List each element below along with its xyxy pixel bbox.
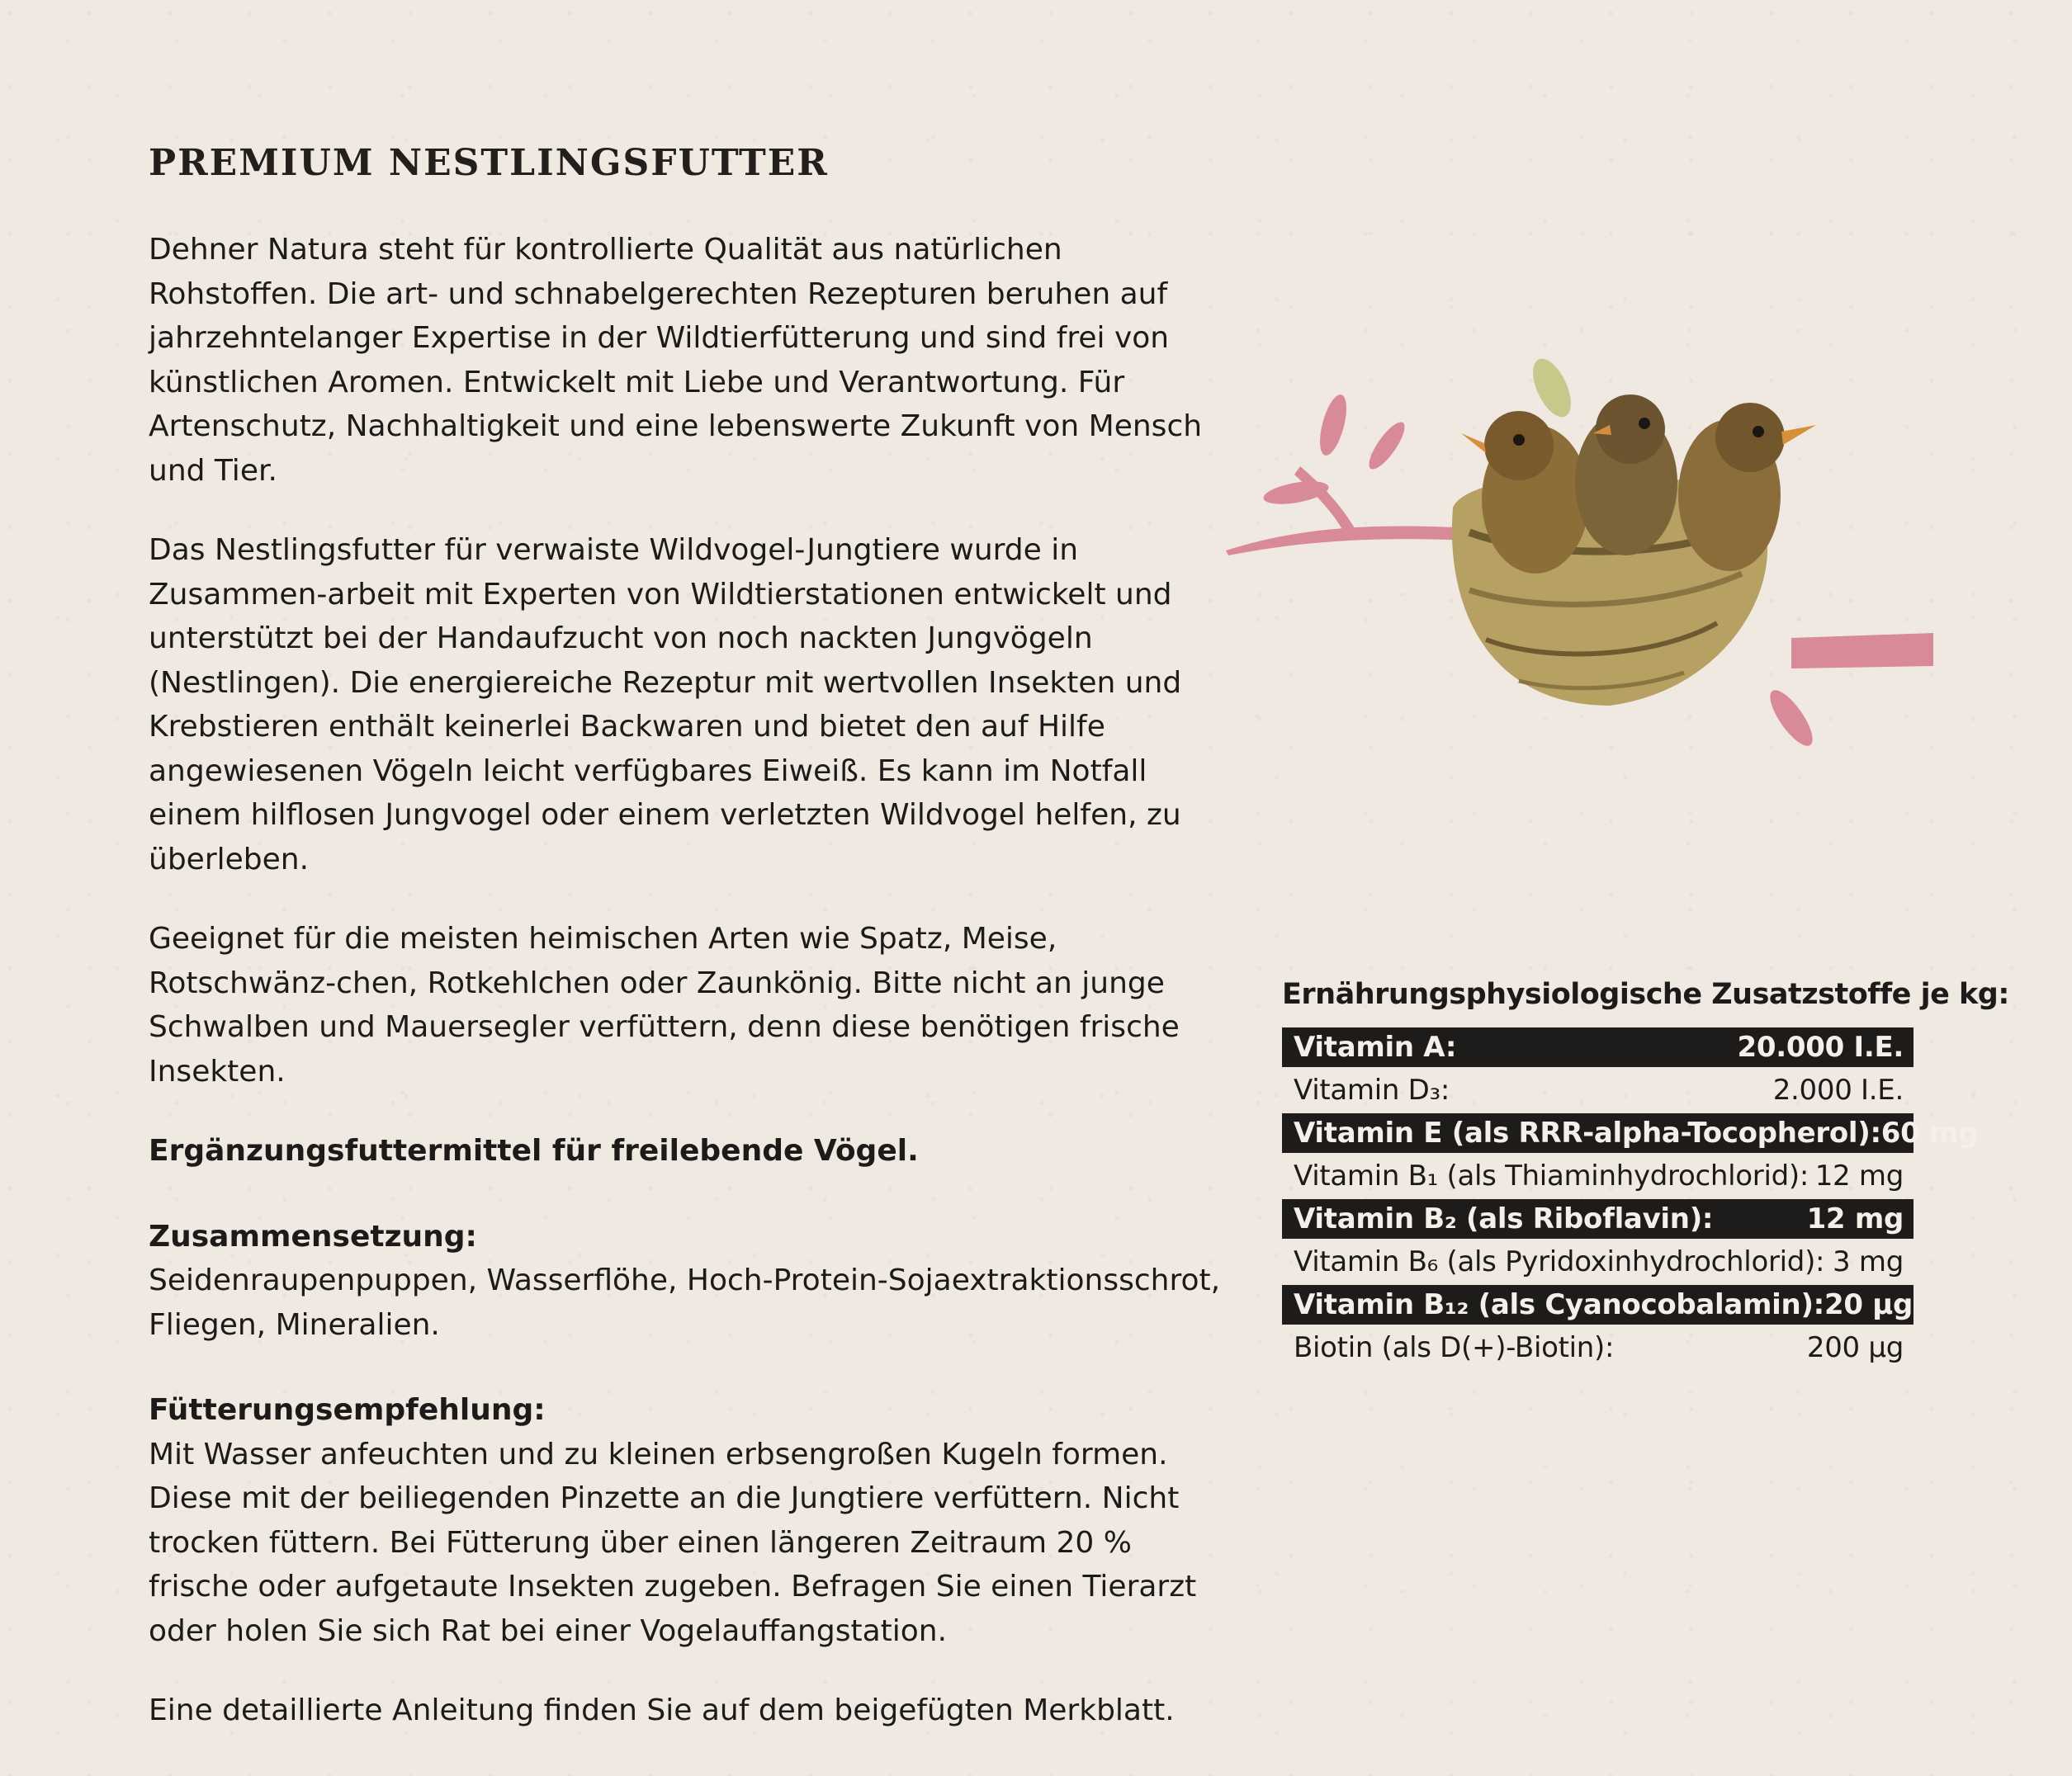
nutrition-row bbox=[1282, 1156, 1914, 1196]
bird-nest-illustration bbox=[1222, 342, 1940, 763]
nutrition-row bbox=[1282, 1027, 1914, 1067]
nutrient-label: Vitamin B₁ (als Thiaminhydrochlorid): bbox=[1294, 1160, 1809, 1193]
nutrition-panel bbox=[1282, 978, 2009, 1371]
intro-paragraph: Dehner Natura steht für kontrollierte Qualität aus natürlichen Rohstoffen. Die art- und schnabelgerechten Rezepturen beruhen auf jahrzehntelanger Expertise in der Wildtierfütterung und sind frei von künstlichen Aromen. Entwickelt mit Liebe und Verantwortung. Für Artenschutz, Nachhaltigkeit und eine lebenswerte Zukunft von Mensch und Tier. bbox=[149, 233, 1203, 488]
nutrition-row bbox=[1282, 1328, 1914, 1367]
nutrition-row bbox=[1282, 1285, 1914, 1325]
nutrition-row bbox=[1282, 1070, 1914, 1110]
chicks bbox=[1461, 394, 1816, 574]
description-paragraph: Das Nestlingsfutter für verwaiste Wildvogel-Jungtiere wurde in Zusammen-arbeit mit Experten von Wildtierstationen entwickelt und unterstützt bei der Handaufzucht von noch nackten Jungvögeln (Nestlingen). Die energiereiche Rezeptur mit wertvollen Insekten und Krebstieren enthält keinerlei Backwaren und bietet den auf Hilfe angewiesenen Vögeln leicht verfügbares Eiweiß. Es kann im Notfall einem hilflosen Jungvogel oder einem verletzten Wildvogel helfen, zu überleben. bbox=[149, 533, 1182, 876]
nutrition-row bbox=[1282, 1113, 1979, 1153]
composition-heading: Zusammensetzung: bbox=[149, 1219, 477, 1254]
nutrient-value: 20.000 I.E. bbox=[1737, 1031, 1904, 1064]
page-title: PREMIUM NESTLINGSFUTTER bbox=[149, 142, 829, 184]
nutrient-label: Vitamin D₃: bbox=[1294, 1074, 1450, 1107]
composition-text: Seidenraupenpuppen, Wasserflöhe, Hoch-Protein-Sojaextraktionsschrot, Fliegen, Mineralien. bbox=[149, 1264, 1221, 1342]
nutrient-label: Vitamin E (als RRR-alpha-Tocopherol): bbox=[1294, 1117, 1881, 1150]
guide-note: Eine detaillierte Anleitung finden Sie auf dem beigefügten Merkblatt. bbox=[149, 1693, 1175, 1727]
nutrient-value: 2.000 I.E. bbox=[1772, 1074, 1904, 1107]
nutrient-value: 12 mg bbox=[1814, 1160, 1904, 1193]
nutrient-value: 60 mg bbox=[1880, 1117, 1979, 1150]
nutrient-value: 12 mg bbox=[1806, 1202, 1904, 1235]
feeding-heading: Fütterungsempfehlung: bbox=[149, 1393, 546, 1427]
nutrient-value: 200 µg bbox=[1806, 1331, 1904, 1364]
nutrient-label: Vitamin B₂ (als Riboflavin): bbox=[1294, 1202, 1714, 1235]
nutrient-label: Vitamin A: bbox=[1294, 1031, 1457, 1064]
product-description bbox=[149, 228, 1222, 1733]
category-label: Ergänzungsfuttermittel für freilebende Vögel. bbox=[149, 1134, 919, 1168]
nutrition-row bbox=[1282, 1242, 1914, 1282]
leaf bbox=[1526, 353, 1579, 423]
nutrient-value: 20 µg bbox=[1824, 1288, 1913, 1321]
nutrition-table bbox=[1282, 1027, 1979, 1367]
nutrient-label: Vitamin B₁₂ (als Cyanocobalamin): bbox=[1294, 1288, 1824, 1321]
nutrition-heading: Ernährungsphysiologische Zusatzstoffe je kg: bbox=[1282, 978, 2009, 1011]
nutrition-row bbox=[1282, 1199, 1914, 1239]
nutrient-label: Biotin (als D(+)-Biotin): bbox=[1294, 1331, 1615, 1364]
suitability-paragraph: Geeignet für die meisten heimischen Arten wie Spatz, Meise, Rotschwänz-chen, Rotkehlchen oder Zaunkönig. Bitte nicht an junge Schwalben und Mauersegler verfüttern, denn diese benötigen frische Insekten. bbox=[149, 922, 1180, 1089]
feeding-text: Mit Wasser anfeuchten und zu kleinen erbsengroßen Kugeln formen. Diese mit der beiliegenden Pinzette an die Jungtiere verfüttern. Nicht trocken füttern. Bei Fütterung über einen längeren Zeitraum 20 % frische oder aufgetaute Insekten zugeben. Befragen Sie einen Tierarzt oder holen Sie sich Rat bei einer Vogelauffangstation. bbox=[149, 1437, 1197, 1648]
nutrient-label: Vitamin B₆ (als Pyridoxinhydrochlorid): bbox=[1294, 1245, 1825, 1278]
nutrient-value: 3 mg bbox=[1833, 1245, 1904, 1278]
